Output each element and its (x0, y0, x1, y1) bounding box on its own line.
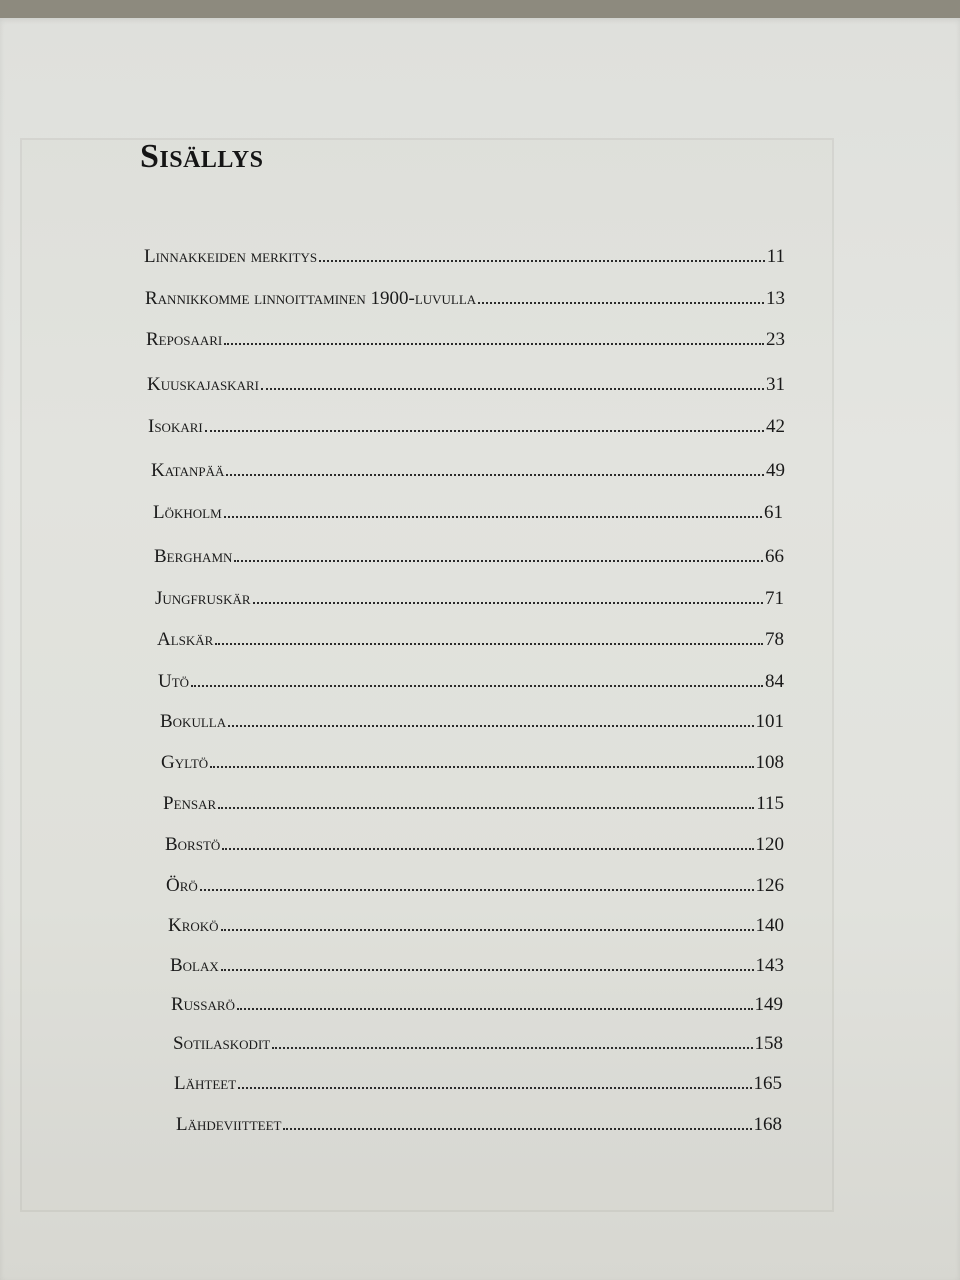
toc-entry-title: Pensar (163, 793, 217, 814)
toc-entry-title: Bokulla (160, 711, 227, 732)
toc-entry (153, 496, 783, 522)
dot-leader (200, 889, 754, 891)
dot-leader (221, 929, 754, 931)
dot-leader (253, 602, 763, 604)
toc-entry (148, 410, 785, 436)
dot-leader (237, 1008, 753, 1010)
toc-entry-page: 13 (766, 288, 785, 309)
dot-leader (215, 643, 763, 645)
dot-leader (221, 969, 754, 971)
toc-entry-title: Lähteet (174, 1073, 237, 1094)
dot-leader (222, 848, 753, 850)
toc-entry-page: 149 (754, 994, 783, 1015)
dot-leader (261, 388, 764, 390)
toc-entry-title: Krokö (168, 915, 219, 936)
toc-entry-title: Sotilaskodit (173, 1033, 271, 1054)
toc-entry (165, 828, 784, 854)
toc-entry-page: 168 (753, 1114, 782, 1135)
toc-entry-title: Kuuskajaskari (147, 374, 259, 395)
page-title: Sisällys (140, 138, 264, 175)
toc-entry-page: 126 (755, 875, 784, 896)
toc-entry-page: 120 (755, 834, 784, 855)
dot-leader (210, 766, 753, 768)
toc-entry-page: 165 (753, 1073, 782, 1094)
toc-entry (163, 787, 784, 813)
toc-entry (147, 368, 785, 394)
toc-entry (168, 909, 784, 935)
dot-leader (238, 1087, 751, 1089)
toc-entry (151, 454, 785, 480)
dot-leader (205, 430, 764, 432)
toc-entry-page: 84 (765, 671, 784, 692)
toc-entry (174, 1067, 782, 1093)
toc-entry (145, 282, 785, 308)
toc-entry-title: Lökholm (153, 502, 222, 523)
toc-entry-title: Jungfruskär (155, 588, 251, 609)
dot-leader (226, 474, 764, 476)
toc-entry-title: Utö (158, 671, 190, 692)
toc-entry-page: 71 (765, 588, 784, 609)
toc-entry-title: Isokari (148, 416, 203, 437)
toc-entry (155, 582, 784, 608)
toc-entry (166, 869, 784, 895)
toc-entry-page: 78 (765, 629, 784, 650)
toc-entry-page: 143 (755, 955, 784, 976)
dot-leader (478, 302, 764, 304)
toc-entry-page: 49 (766, 460, 785, 481)
toc-entry-title: Russarö (171, 994, 235, 1015)
dot-leader (228, 725, 753, 727)
dot-leader (234, 560, 763, 562)
toc-entry (176, 1108, 782, 1134)
dot-leader (224, 516, 762, 518)
toc-entry (144, 240, 785, 266)
toc-entry-page: 42 (766, 416, 785, 437)
toc-entry-title: Reposaari (146, 329, 223, 350)
toc-entry (170, 949, 784, 975)
toc-entry-page: 108 (755, 752, 784, 773)
toc-entry-page: 158 (754, 1033, 783, 1054)
dot-leader (191, 685, 763, 687)
dot-leader (283, 1128, 751, 1130)
toc-entry-title: Bolax (170, 955, 219, 976)
toc-entry (154, 540, 784, 566)
toc-entry (171, 988, 783, 1014)
toc-entry-title: Alskär (157, 629, 214, 650)
dot-leader (224, 343, 764, 345)
toc-entry-title: Lähdeviitteet (176, 1114, 282, 1135)
toc-entry-title: Örö (166, 875, 198, 896)
toc-entry (158, 665, 784, 691)
toc-entry-page: 11 (766, 246, 785, 267)
toc-entry (146, 323, 785, 349)
toc-entry (157, 623, 784, 649)
toc-entry-page: 101 (755, 711, 784, 732)
toc-entry-title: Borstö (165, 834, 221, 855)
toc-entry-title: Gyltö (161, 752, 209, 773)
toc-entry-page: 140 (755, 915, 784, 936)
toc-entry (160, 705, 784, 731)
toc-entry-title: Linnakkeiden merkitys (144, 246, 318, 267)
dot-leader (272, 1047, 752, 1049)
dot-leader (319, 260, 765, 262)
toc-entry-title: Rannikkomme linnoittaminen 1900-luvulla (145, 288, 477, 309)
toc-entry-page: 23 (766, 329, 785, 350)
toc-entry-page: 61 (764, 502, 783, 523)
toc-entry (173, 1027, 783, 1053)
toc-entry-title: Katanpää (151, 460, 225, 481)
toc-entry (161, 746, 784, 772)
dot-leader (218, 807, 754, 809)
toc-entry-page: 115 (756, 793, 784, 814)
toc-entry-title: Berghamn (154, 546, 233, 567)
toc-entry-page: 31 (766, 374, 785, 395)
toc-entry-page: 66 (765, 546, 784, 567)
